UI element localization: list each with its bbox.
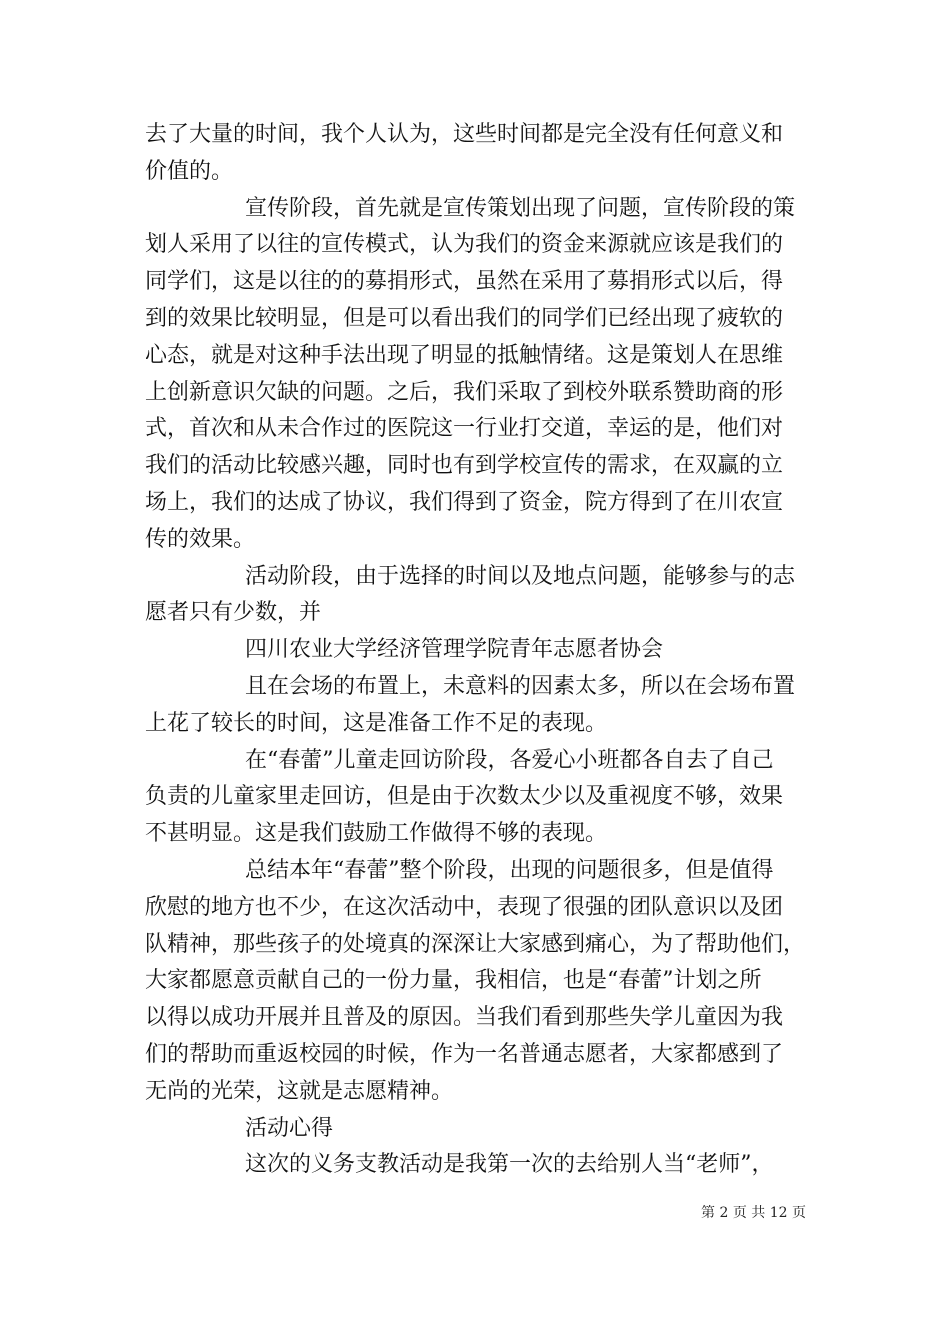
- text-line: 去了大量的时间，我个人认为，这些时间都是完全没有任何意义和: [145, 122, 784, 147]
- text-line: 且在会场的布置上，未意料的因素太多，所以在会场布置: [245, 673, 796, 699]
- text-line: 活动阶段，由于选择的时间以及地点问题，能够参与的志: [245, 563, 796, 589]
- text-line: 心态，就是对这种手法出现了明显的抵触情绪。这是策划人在思维: [145, 342, 784, 368]
- text-line: 四川农业大学经济管理学院青年志愿者协会: [245, 637, 664, 663]
- text-line: 在“春蕾”儿童走回访阶段，各爱心小班都各自去了自己: [245, 747, 774, 773]
- text-line: 价值的。: [145, 158, 234, 184]
- text-line: 同学们，这是以往的的募捐形式，虽然在采用了募捐形式以后，得: [145, 269, 784, 295]
- text-line: 负责的儿童家里走回访，但是由于次数太少以及重视度不够，效果: [145, 784, 784, 810]
- text-line: 们的帮助而重返校园的时候，作为一名普通志愿者，大家都感到了: [145, 1041, 784, 1067]
- text-line: 不甚明显。这是我们鼓励工作做得不够的表现。: [145, 821, 608, 847]
- text-line: 愿者只有少数，并: [145, 600, 322, 626]
- text-line: 总结本年“春蕾”整个阶段，出现的问题很多，但是值得: [245, 857, 774, 883]
- text-line: 上花了较长的时间，这是准备工作不足的表现。: [145, 710, 608, 736]
- text-line: 队精神，那些孩子的处境真的深深让大家感到痛心，为了帮助他们，: [145, 931, 806, 957]
- text-line: 活动心得: [245, 1115, 334, 1141]
- text-line: 宣传阶段，首先就是宣传策划出现了问题，宣传阶段的策: [245, 195, 796, 221]
- body-text: [145, 117, 807, 1184]
- text-line: 传的效果。: [145, 526, 256, 552]
- text-line: 上创新意识欠缺的问题。之后，我们采取了到校外联系赞助商的形: [145, 379, 784, 405]
- text-line: 无尚的光荣，这就是志愿精神。: [145, 1078, 454, 1104]
- text-line: 式，首次和从未合作过的医院这一行业打交道，幸运的是，他们对: [145, 416, 784, 442]
- text-line: 这次的义务支教活动是我第一次的去给别人当“老师”，: [245, 1152, 774, 1178]
- text-line: 到的效果比较明显，但是可以看出我们的同学们已经出现了疲软的: [145, 305, 784, 331]
- text-line: 我们的活动比较感兴趣，同时也有到学校宣传的需求，在双赢的立: [145, 453, 784, 479]
- text-line: 以得以成功开展并且普及的原因。当我们看到那些失学儿童因为我: [145, 1005, 784, 1031]
- text-line: 划人采用了以往的宣传模式，认为我们的资金来源就应该是我们的: [145, 232, 784, 258]
- text-line: 欣慰的地方也不少，在这次活动中，表现了很强的团队意识以及团: [145, 894, 784, 920]
- page-number-footer: 第 2 页 共 12 页: [701, 1205, 806, 1221]
- text-line: 大家都愿意贡献自己的一份力量，我相信，也是“春蕾”计划之所: [145, 968, 762, 994]
- text-line: 场上，我们的达成了协议，我们得到了资金，院方得到了在川农宣: [145, 489, 784, 515]
